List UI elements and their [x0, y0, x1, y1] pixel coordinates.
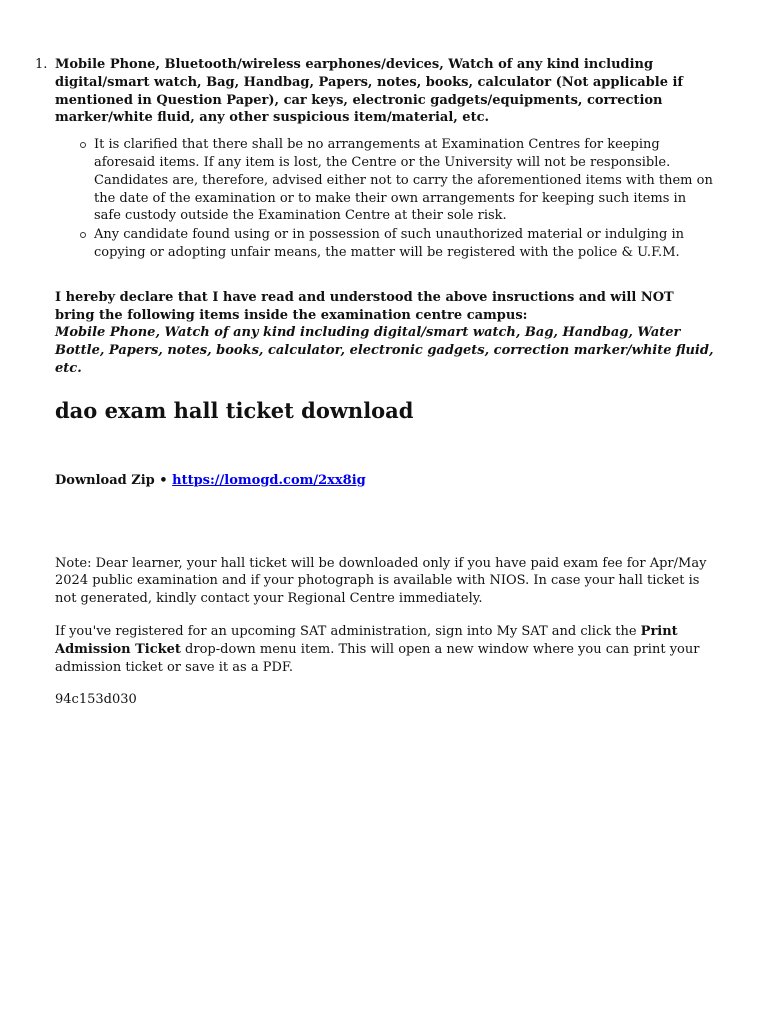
sat-text-before: If you've registered for an upcoming SAT administration, sign into My SAT and click the	[55, 623, 641, 639]
page-title: dao exam hall ticket download	[55, 397, 414, 423]
list-item	[35, 56, 714, 262]
bullet-item	[94, 136, 714, 225]
declaration-statement: I hereby declare that I have read and understood the above insructions and will NOT bring the following items inside the examination centre campus:	[55, 289, 674, 323]
instruction-list	[35, 56, 714, 262]
circle-bullet-icon	[80, 232, 86, 238]
bullet-text: Any candidate found using or in possession of such unauthorized material or indulging in copying or adopting unfair means, the matter will be registered with the police & U.F.M.	[94, 227, 685, 260]
download-link[interactable]: https://lomogd.com/2xx8ig	[172, 472, 366, 488]
bullet-text: It is clarified that there shall be no arrangements at Examination Centres for keeping aforesaid items. If any item is lost, the Centre or the University will not be responsible. Candidates are, therefore, advised either not to carry the aforementioned items with them on the date of the examination or to make their own arrangements for keeping such items in safe custody outside the Examination Centre at their sole risk.	[94, 137, 713, 224]
note-paragraph: Note: Dear learner, your hall ticket will be downloaded only if you have paid exam fee for Apr/May 2024 public examination and if your photograph is available with NIOS. In case your hall ticket is not generated, kindly contact your Regional Centre immediately.	[55, 555, 707, 607]
download-line	[55, 472, 714, 490]
bullet-list	[55, 136, 714, 262]
list-number: 1.	[35, 57, 48, 72]
download-label: Download Zip •	[55, 472, 168, 488]
bullet-item	[94, 226, 714, 262]
hash-code: 94c153d030	[55, 692, 137, 708]
declaration	[55, 289, 714, 378]
sat-paragraph	[55, 623, 714, 676]
declaration-items: Mobile Phone, Watch of any kind including digital/smart watch, Bag, Handbag, Water Bottle, Papers, notes, books, calculator, electronic gadgets, correction marker/white fluid, etc.	[55, 325, 714, 376]
prohibited-items-title: Mobile Phone, Bluetooth/wireless earphones/devices, Watch of any kind including digital/smart watch, Bag, Handbag, Papers, notes, books, calculator (Not applicable if mentioned in Question Paper), car keys, electronic gadgets/equipments, correction marker/white fluid, any other suspicious item/material, etc.	[55, 57, 684, 126]
sat-bold-text: Print Admission Ticket	[55, 623, 678, 657]
sat-text-after: drop-down menu item. This will open a new window where you can print your admission ticket or save it as a PDF.	[55, 641, 700, 675]
circle-bullet-icon	[80, 142, 86, 148]
